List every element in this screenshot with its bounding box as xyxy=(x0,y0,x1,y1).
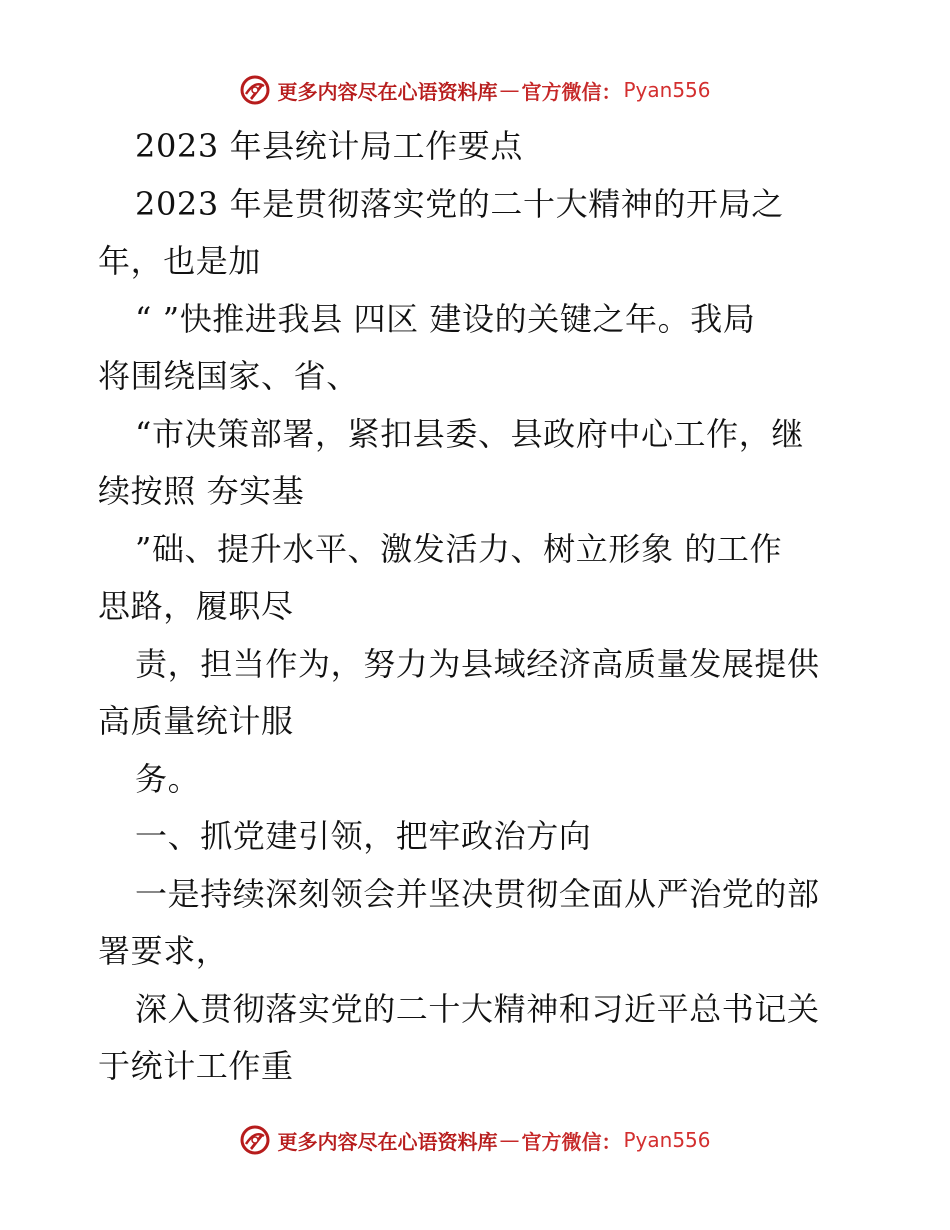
doc-line: 思路，履职尽 xyxy=(98,587,294,625)
banner-wechat-id: Pyan556 xyxy=(623,78,711,102)
doc-line: 将围绕国家、省、 xyxy=(98,357,359,395)
doc-line: 署要求， xyxy=(98,932,229,970)
page-footer xyxy=(0,1120,950,1160)
banner-dash: — xyxy=(499,78,520,102)
doc-line: 于统计工作重 xyxy=(98,1047,294,1085)
banner-slogan: 更多内容尽在心语资料库 xyxy=(277,79,498,104)
doc-title: 2023 年县统计局工作要点 xyxy=(135,127,524,165)
banner-dash: — xyxy=(499,1128,520,1152)
banner-wechat-id: Pyan556 xyxy=(623,1128,711,1152)
section-heading: 一、抓党建引领，把牢政治方向 xyxy=(135,817,592,855)
banner-wechat-label: 官方微信： xyxy=(521,1129,622,1154)
swirl-pen-logo-icon xyxy=(239,1124,271,1156)
doc-line: 2023 年是贯彻落实党的二十大精神的开局之 xyxy=(135,184,784,223)
doc-line: 高质量统计服 xyxy=(98,702,294,740)
doc-line: 一是持续深刻领会并坚决贯彻全面从严治党的部 xyxy=(135,874,820,913)
document-body xyxy=(98,118,858,1096)
doc-line: 深入贯彻落实党的二十大精神和习近平总书记关 xyxy=(135,989,820,1028)
swirl-pen-logo-icon xyxy=(239,74,271,106)
doc-line: 务。 xyxy=(135,759,201,798)
doc-line: “ ”快推进我县 四区 建设的关键之年。我局 xyxy=(135,299,756,338)
doc-line: ”础、提升水平、激发活力、树立形象 的工作 xyxy=(135,529,783,568)
doc-line: 年，也是加 xyxy=(98,242,262,280)
footer-banner xyxy=(277,1126,710,1155)
doc-line: 续按照 夯实基 xyxy=(98,472,305,510)
doc-line: “市决策部署，紧扣县委、县政府中心工作，继 xyxy=(135,414,804,453)
banner-wechat-label: 官方微信： xyxy=(521,79,622,104)
page-header xyxy=(0,70,950,110)
header-banner xyxy=(277,76,710,105)
banner-slogan: 更多内容尽在心语资料库 xyxy=(277,1129,498,1154)
doc-line: 责，担当作为，努力为县域经济高质量发展提供 xyxy=(135,644,820,683)
